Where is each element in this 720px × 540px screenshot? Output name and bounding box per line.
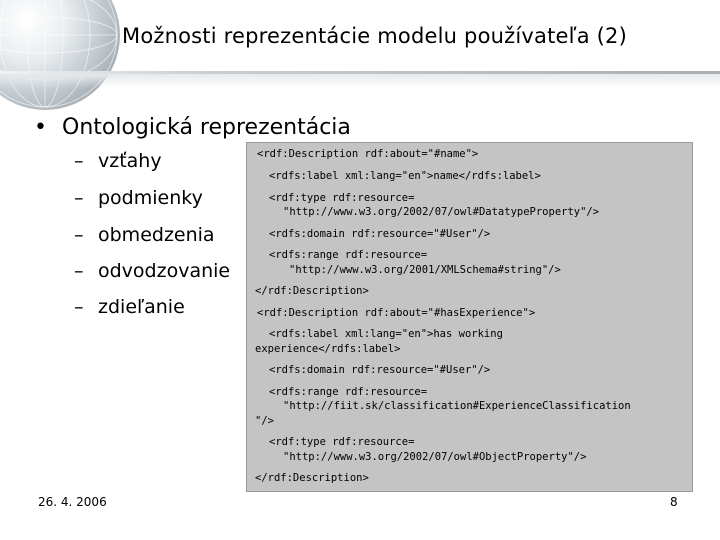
subitem-dash: – [74,296,84,318]
subitem-dash: – [74,224,84,246]
footer-date: 26. 4. 2006 [38,495,107,509]
code-line: </rdf:Description> [255,472,369,484]
code-line: <rdf:Description rdf:about="#name"> [257,148,479,160]
code-line: </rdf:Description> [255,285,369,297]
page-number: 8 [670,495,678,509]
code-line: "http://fiit.sk/classification#ExperienceClassification [283,400,631,412]
subitem [74,150,162,172]
code-line: "http://www.w3.org/2002/07/owl#ObjectProperty"/> [283,451,587,463]
subitem-dash: – [74,187,84,209]
main-bullet [34,115,351,140]
rdf-code-box [246,142,693,492]
subitem [74,224,215,246]
code-line: <rdf:Description rdf:about="#hasExperience"> [257,307,536,319]
subitem [74,296,185,318]
bullet-dot: • [34,115,47,140]
globe-grid-icon [0,0,120,110]
slide-title: Možnosti reprezentácie modelu používateľa (2) [122,24,628,48]
code-line: <rdfs:range rdf:resource= [269,386,428,398]
subitem-text: odvodzovanie [98,260,231,282]
code-line: <rdf:type rdf:resource= [269,436,415,448]
subitem [74,187,203,209]
code-line: experience</rdfs:label> [255,343,401,355]
code-line: <rdfs:label xml:lang="en">name</rdfs:label> [269,170,541,182]
code-line: "http://www.w3.org/2001/XMLSchema#string"/> [289,264,561,276]
code-line: <rdfs:label xml:lang="en">has working [269,328,503,340]
subitem-text: vzťahy [98,150,162,172]
subitem-text: obmedzenia [98,224,215,246]
code-line: <rdfs:domain rdf:resource="#User"/> [269,364,491,376]
subitem-text: zdieľanie [98,296,185,318]
subitem [74,260,230,282]
header-shadow [0,74,720,88]
code-line: "http://www.w3.org/2002/07/owl#DatatypeProperty"/> [283,206,600,218]
subitem-text: podmienky [98,187,203,209]
main-bullet-text: Ontologická reprezentácia [62,115,351,140]
subitem-dash: – [74,260,84,282]
code-line: "/> [255,415,274,427]
code-line: <rdf:type rdf:resource= [269,192,415,204]
code-line: <rdfs:range rdf:resource= [269,249,428,261]
subitem-dash: – [74,150,84,172]
code-line: <rdfs:domain rdf:resource="#User"/> [269,228,491,240]
